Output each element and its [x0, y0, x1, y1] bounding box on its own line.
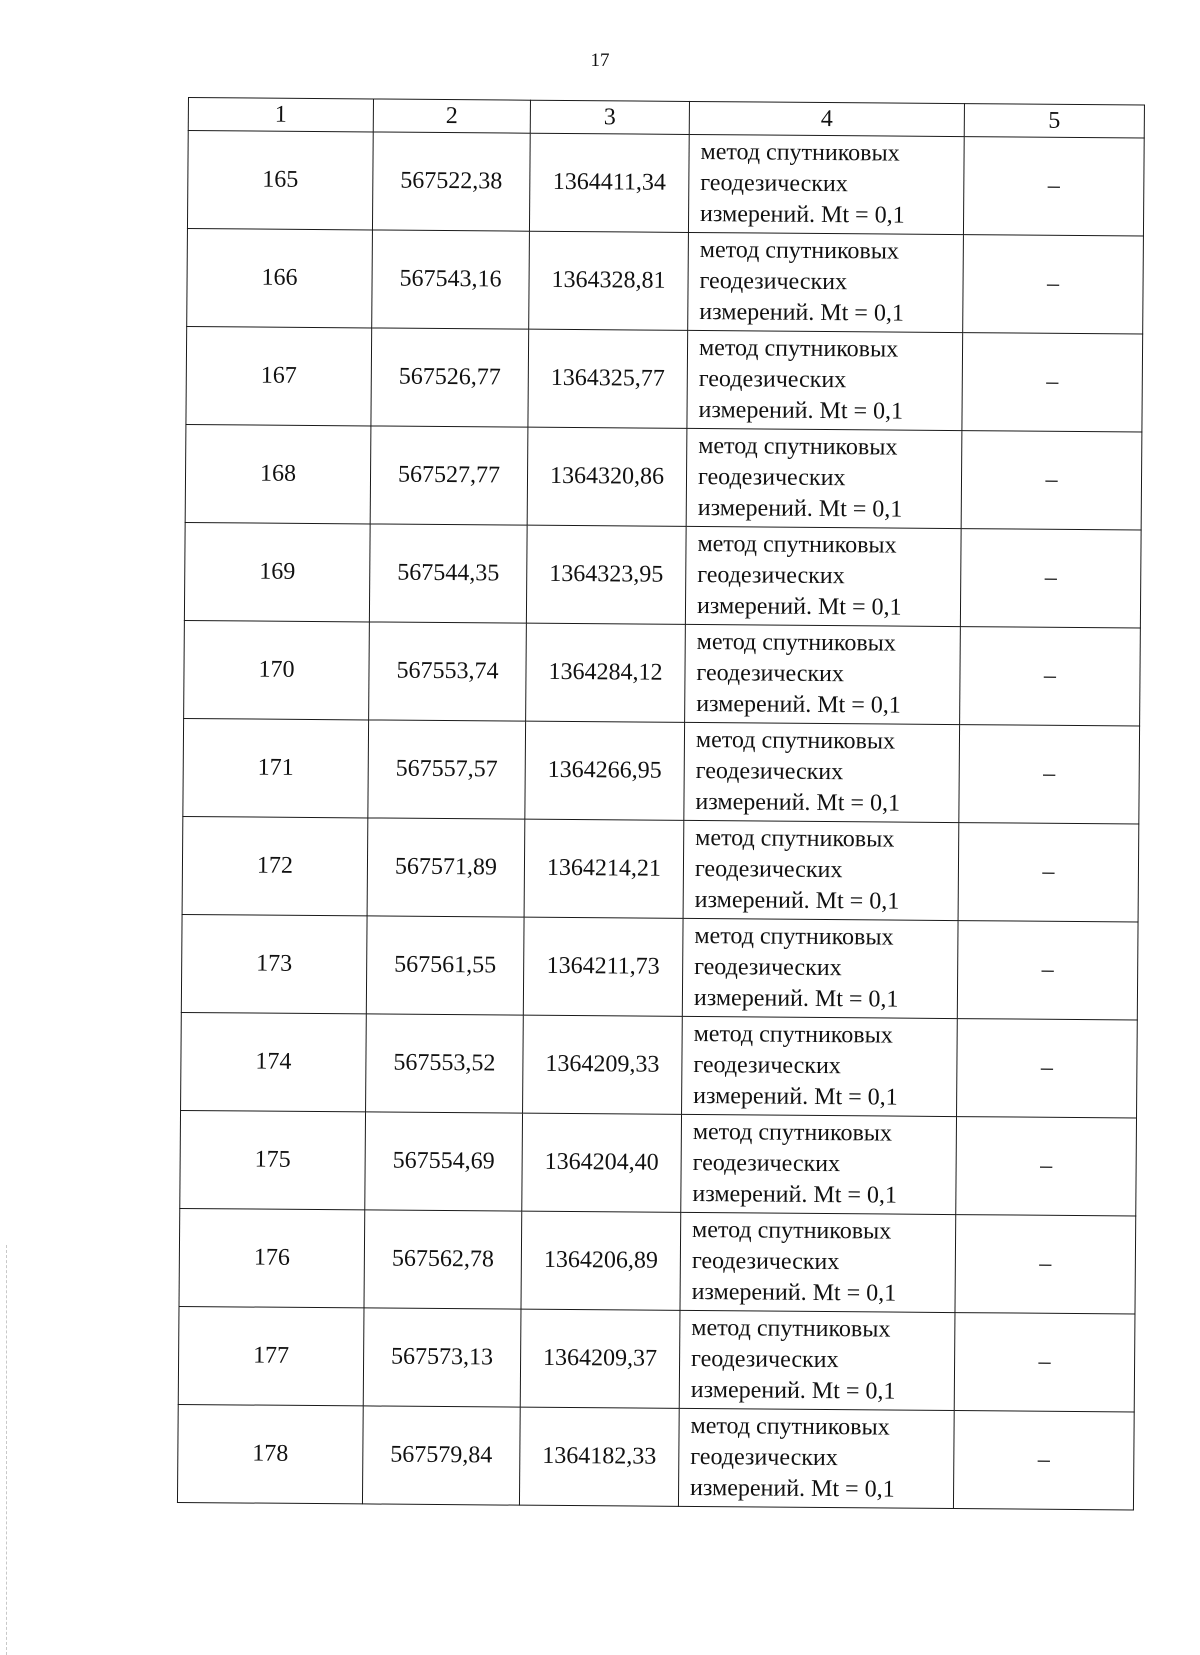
method-cell: метод спутниковых геодезических измерений. Mt = 0,1	[687, 330, 963, 430]
y-coordinate-cell: 1364182,33	[519, 1407, 679, 1506]
table-row	[177, 1404, 1134, 1510]
x-coordinate-cell: 567557,57	[368, 720, 526, 819]
x-coordinate-cell: 567579,84	[362, 1406, 520, 1505]
x-coordinate-cell: 567527,77	[370, 426, 528, 525]
table-row	[187, 131, 1144, 237]
table-row	[187, 228, 1144, 334]
method-cell: метод спутниковых геодезических измерений. Mt = 0,1	[679, 1310, 955, 1410]
table-row	[184, 522, 1141, 628]
note-cell: –	[955, 1215, 1136, 1314]
point-number-cell: 170	[184, 620, 370, 719]
note-cell: –	[960, 627, 1141, 726]
x-coordinate-cell: 567553,52	[366, 1014, 524, 1113]
scan-edge-line	[6, 1245, 7, 1655]
y-coordinate-cell: 1364411,34	[529, 133, 689, 232]
page-number: 17	[590, 50, 610, 71]
column-header: 5	[964, 104, 1144, 138]
table-body	[177, 131, 1144, 1510]
point-number-cell: 168	[185, 424, 371, 523]
point-number-cell: 173	[181, 914, 367, 1013]
x-coordinate-cell: 567562,78	[364, 1210, 522, 1309]
y-coordinate-cell: 1364206,89	[521, 1211, 681, 1310]
method-cell: метод спутниковых геодезических измерений. Mt = 0,1	[678, 1408, 954, 1508]
note-cell: –	[961, 431, 1142, 530]
note-cell: –	[962, 333, 1143, 432]
point-number-cell: 169	[184, 522, 370, 621]
x-coordinate-cell: 567554,69	[365, 1112, 523, 1211]
table-row	[183, 718, 1140, 824]
point-number-cell: 172	[182, 816, 368, 915]
table-row	[181, 914, 1138, 1020]
y-coordinate-cell: 1364209,33	[523, 1015, 683, 1114]
note-cell: –	[957, 921, 1138, 1020]
x-coordinate-cell: 567571,89	[367, 818, 525, 917]
x-coordinate-cell: 567543,16	[372, 230, 530, 329]
method-cell: метод спутниковых геодезических измерений. Mt = 0,1	[688, 134, 964, 234]
point-number-cell: 166	[187, 228, 373, 327]
method-cell: метод спутниковых геодезических измерений. Mt = 0,1	[688, 232, 964, 332]
y-coordinate-cell: 1364204,40	[522, 1113, 682, 1212]
table-row	[178, 1306, 1135, 1412]
note-cell: –	[959, 725, 1140, 824]
column-header: 3	[530, 100, 689, 134]
note-cell: –	[960, 529, 1141, 628]
column-header: 1	[188, 98, 373, 132]
note-cell: –	[953, 1411, 1134, 1510]
x-coordinate-cell: 567553,74	[369, 622, 527, 721]
column-header: 4	[689, 101, 964, 136]
x-coordinate-cell: 567573,13	[363, 1308, 521, 1407]
y-coordinate-cell: 1364325,77	[528, 329, 688, 428]
point-number-cell: 175	[180, 1110, 366, 1209]
y-coordinate-cell: 1364328,81	[529, 231, 689, 330]
y-coordinate-cell: 1364284,12	[526, 623, 686, 722]
y-coordinate-cell: 1364320,86	[527, 427, 687, 526]
method-cell: метод спутниковых геодезических измерений. Mt = 0,1	[682, 1016, 958, 1116]
method-cell: метод спутниковых геодезических измерений. Mt = 0,1	[682, 918, 958, 1018]
table-row	[180, 1110, 1137, 1216]
point-number-cell: 165	[187, 131, 373, 230]
note-cell: –	[956, 1117, 1137, 1216]
note-cell: –	[963, 235, 1144, 334]
note-cell: –	[963, 137, 1144, 236]
note-cell: –	[958, 823, 1139, 922]
method-cell: метод спутниковых геодезических измерений. Mt = 0,1	[685, 526, 961, 626]
table-row	[179, 1208, 1136, 1314]
x-coordinate-cell: 567544,35	[369, 524, 527, 623]
point-number-cell: 167	[186, 326, 372, 425]
point-number-cell: 176	[179, 1208, 365, 1307]
point-number-cell: 174	[181, 1012, 367, 1111]
note-cell: –	[957, 1019, 1138, 1118]
table-row	[185, 424, 1142, 530]
y-coordinate-cell: 1364323,95	[526, 525, 686, 624]
x-coordinate-cell: 567561,55	[366, 916, 524, 1015]
y-coordinate-cell: 1364214,21	[524, 819, 684, 918]
point-number-cell: 178	[177, 1404, 363, 1503]
x-coordinate-cell: 567526,77	[371, 328, 529, 427]
table-row	[182, 816, 1139, 922]
y-coordinate-cell: 1364209,37	[520, 1309, 680, 1408]
method-cell: метод спутниковых геодезических измерений. Mt = 0,1	[685, 624, 961, 724]
table-row	[184, 620, 1141, 726]
method-cell: метод спутниковых геодезических измерений. Mt = 0,1	[680, 1212, 956, 1312]
point-number-cell: 177	[178, 1306, 364, 1405]
point-number-cell: 171	[183, 718, 369, 817]
method-cell: метод спутниковых геодезических измерений. Mt = 0,1	[683, 820, 959, 920]
table-row	[181, 1012, 1138, 1118]
method-cell: метод спутниковых геодезических измерений. Mt = 0,1	[684, 722, 960, 822]
y-coordinate-cell: 1364211,73	[523, 917, 683, 1016]
method-cell: метод спутниковых геодезических измерений. Mt = 0,1	[686, 428, 962, 528]
column-header: 2	[373, 99, 530, 133]
coordinates-table	[177, 97, 1145, 1510]
note-cell: –	[954, 1313, 1135, 1412]
method-cell: метод спутниковых геодезических измерений. Mt = 0,1	[681, 1114, 957, 1214]
x-coordinate-cell: 567522,38	[372, 132, 530, 231]
table-row	[186, 326, 1143, 432]
y-coordinate-cell: 1364266,95	[525, 721, 685, 820]
